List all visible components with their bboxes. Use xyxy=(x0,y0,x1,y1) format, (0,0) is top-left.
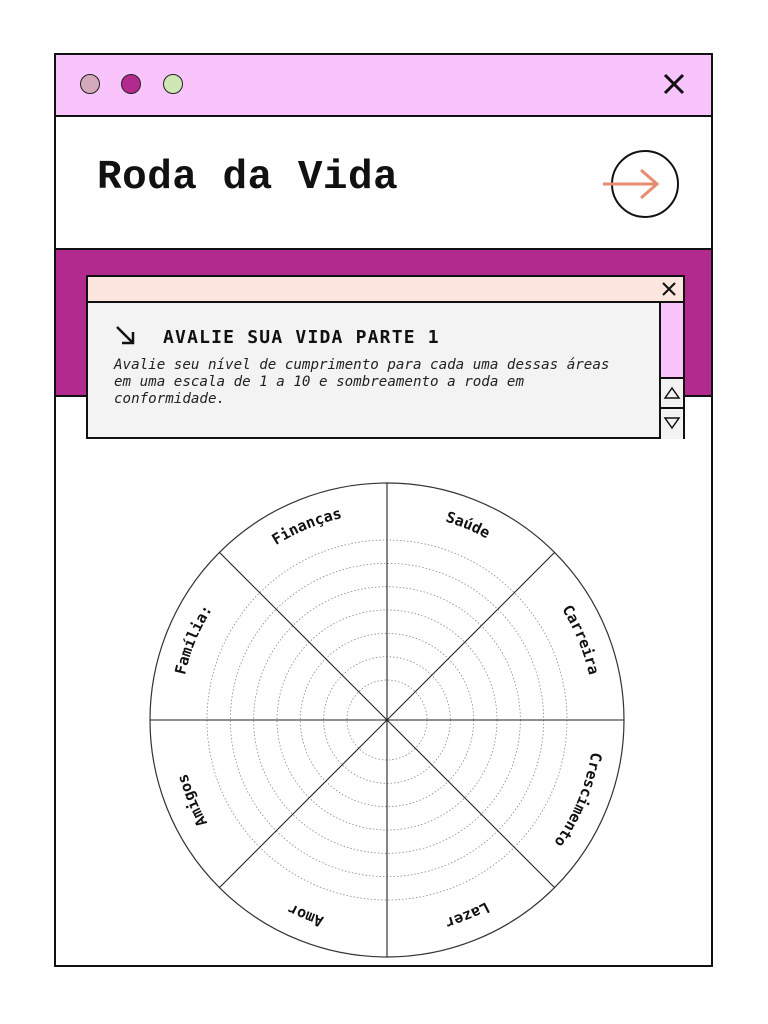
wheel-label-3: Crescimento xyxy=(550,751,606,851)
triangle-up-icon xyxy=(661,379,683,407)
wheel-label-7: Família: xyxy=(171,601,216,677)
wheel-label-1: Saúde xyxy=(443,507,494,543)
close-icon[interactable] xyxy=(659,69,689,99)
wheel-label-6: Amigos xyxy=(173,772,211,830)
scroll-thumb[interactable] xyxy=(661,303,683,379)
wheel-label-5: Amor xyxy=(284,899,326,931)
wheel-label-4: Lazer xyxy=(443,898,493,933)
dialog-title-bar xyxy=(88,277,683,303)
dialog-heading: AVALIE SUA VIDA PARTE 1 xyxy=(163,327,440,348)
app-window xyxy=(54,53,713,967)
window-dot-3[interactable] xyxy=(163,74,183,94)
scroll-up-button[interactable] xyxy=(661,379,683,409)
close-icon[interactable] xyxy=(661,281,677,297)
window-dot-1[interactable] xyxy=(80,74,100,94)
triangle-down-icon xyxy=(661,409,683,437)
arrow-right-icon xyxy=(595,162,665,206)
page-title: Roda da Vida xyxy=(97,155,399,201)
wheel-label-8: Finanças xyxy=(268,504,344,549)
scroll-down-button[interactable] xyxy=(661,409,683,439)
arrow-down-right-icon xyxy=(114,324,136,346)
wheel-label-2: Carreira xyxy=(558,601,603,677)
dialog-body xyxy=(88,303,659,437)
title-bar xyxy=(56,55,711,117)
wheel-spokes xyxy=(150,483,624,957)
instruction-dialog xyxy=(86,275,685,439)
header xyxy=(56,117,711,250)
next-button[interactable] xyxy=(611,150,679,218)
dialog-scrollbar[interactable] xyxy=(659,303,683,437)
window-dot-2[interactable] xyxy=(121,74,141,94)
life-wheel xyxy=(147,480,627,960)
dialog-text: Avalie seu nível de cumprimento para cada uma dessas áreas em uma escala de 1 a 10 e sombreamento a roda em conformidade. xyxy=(114,357,610,407)
